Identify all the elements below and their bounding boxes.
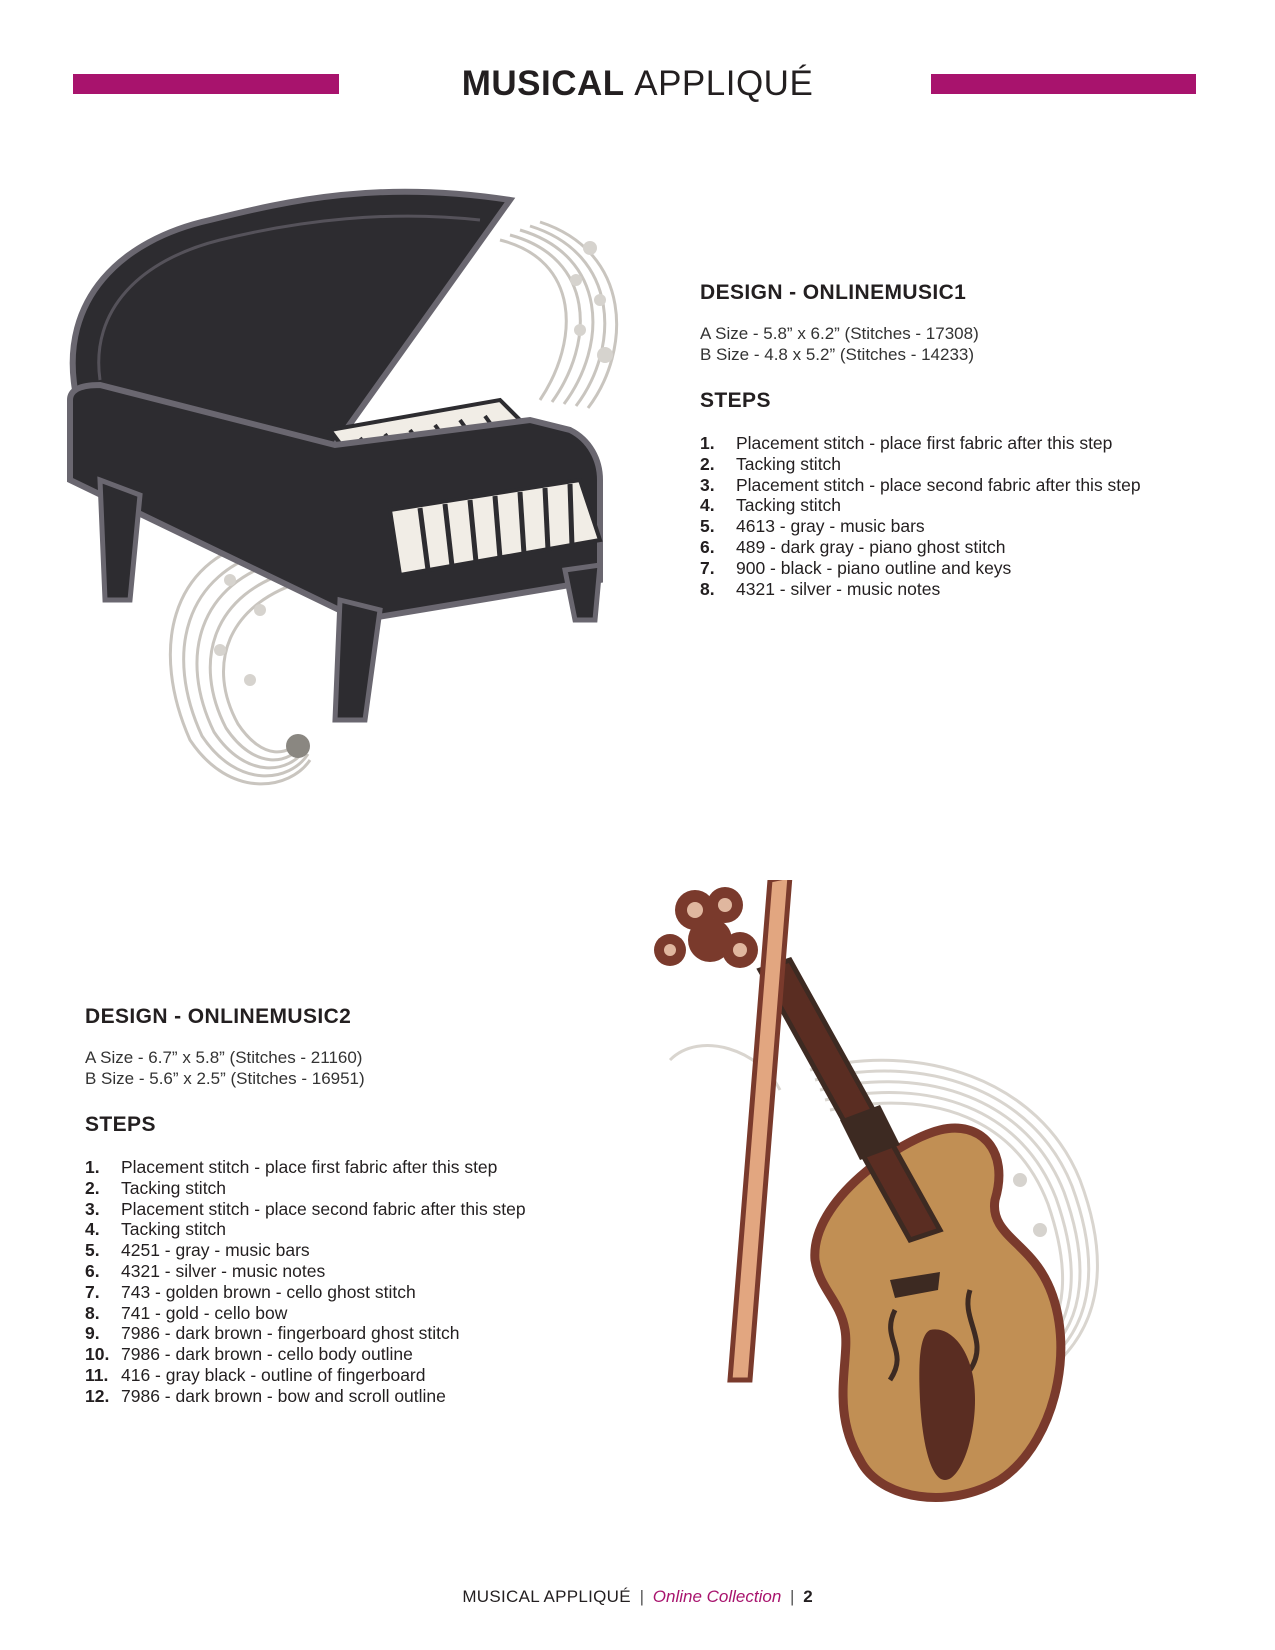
step-item [700, 558, 1220, 579]
step-number: 7. [700, 557, 715, 578]
step-text: Placement stitch - place second fabric after this step [736, 474, 1141, 495]
step-number: 6. [700, 536, 715, 557]
grand-piano-illustration [60, 180, 670, 840]
design-heading: DESIGN - ONLINEMUSIC2 [85, 1005, 352, 1028]
step-number: 3. [85, 1198, 100, 1219]
step-text: Tacking stitch [121, 1177, 227, 1198]
cello-icon [640, 880, 1140, 1550]
step-item [85, 1178, 645, 1199]
step-item [700, 516, 1220, 537]
size-a-line: A Size - 5.8” x 6.2” (Stitches - 17308) [700, 324, 979, 343]
footer-title: MUSICAL APPLIQUÉ [462, 1587, 631, 1606]
step-item [85, 1261, 645, 1282]
step-number: 2. [85, 1177, 100, 1198]
step-number: 3. [700, 474, 715, 495]
steps-list [700, 433, 1220, 599]
step-text: 4251 - gray - music bars [121, 1240, 310, 1261]
step-text: 741 - gold - cello bow [121, 1302, 288, 1323]
step-number: 1. [700, 433, 715, 453]
step-number: 4. [700, 495, 715, 516]
step-number: 12. [85, 1385, 110, 1406]
footer-separator: | [639, 1587, 645, 1606]
page-title-bold: MUSICAL [461, 64, 624, 103]
step-text: 416 - gray black - outline of fingerboard [121, 1364, 426, 1385]
step-item [700, 495, 1220, 516]
steps-heading: STEPS [85, 1113, 156, 1136]
step-item [85, 1365, 645, 1386]
step-item [85, 1240, 645, 1261]
step-number: 4. [85, 1219, 100, 1240]
step-item [85, 1157, 645, 1178]
step-item [85, 1303, 645, 1324]
step-item [700, 475, 1220, 496]
step-item [85, 1344, 645, 1365]
step-text: 7986 - dark brown - fingerboard ghost stitch [121, 1323, 460, 1344]
step-item [700, 433, 1220, 454]
footer-collection: Online Collection [652, 1587, 782, 1606]
step-text: Tacking stitch [736, 453, 842, 474]
grand-piano-icon [60, 180, 670, 840]
steps-heading: STEPS [700, 389, 771, 412]
step-text: Tacking stitch [121, 1219, 227, 1240]
step-text: Placement stitch - place first fabric after this step [736, 433, 1113, 453]
design-onlinemusic1-block [700, 281, 1220, 599]
step-text: Tacking stitch [736, 495, 842, 516]
step-text: 489 - dark gray - piano ghost stitch [736, 536, 1006, 557]
step-number: 9. [85, 1323, 100, 1344]
step-item [85, 1323, 645, 1344]
step-number: 10. [85, 1344, 110, 1365]
cello-illustration [640, 880, 1140, 1550]
step-text: 7986 - dark brown - bow and scroll outline [121, 1385, 446, 1406]
step-item [700, 454, 1220, 475]
design-onlinemusic2-block [85, 1005, 645, 1407]
step-item [700, 537, 1220, 558]
step-text: Placement stitch - place second fabric after this step [121, 1198, 526, 1219]
page-title-light: APPLIQUÉ [634, 64, 814, 103]
step-number: 2. [700, 453, 715, 474]
step-number: 8. [85, 1302, 100, 1323]
step-text: 7986 - dark brown - cello body outline [121, 1344, 413, 1365]
step-number: 8. [700, 578, 715, 599]
step-item [85, 1282, 645, 1303]
step-item [85, 1386, 645, 1407]
size-a-line: A Size - 6.7” x 5.8” (Stitches - 21160) [85, 1048, 363, 1067]
step-item [700, 579, 1220, 600]
steps-list [85, 1157, 645, 1407]
size-b-line: B Size - 5.6” x 2.5” (Stitches - 16951) [85, 1069, 365, 1088]
step-text: 900 - black - piano outline and keys [736, 557, 1012, 578]
size-b-line: B Size - 4.8 x 5.2” (Stitches - 14233) [700, 345, 975, 364]
page-footer [0, 1587, 1275, 1607]
page-number: 2 [803, 1587, 813, 1606]
step-number: 7. [85, 1281, 100, 1302]
step-text: 4613 - gray - music bars [736, 516, 925, 537]
design-heading: DESIGN - ONLINEMUSIC1 [700, 281, 967, 304]
step-item [85, 1199, 645, 1220]
step-text: 4321 - silver - music notes [736, 578, 941, 599]
footer-separator: | [790, 1587, 795, 1606]
step-item [85, 1219, 645, 1240]
step-number: 1. [85, 1157, 100, 1177]
step-number: 11. [85, 1364, 109, 1385]
step-number: 5. [85, 1240, 100, 1261]
step-number: 6. [85, 1260, 100, 1281]
page-title [0, 64, 1275, 104]
step-number: 5. [700, 516, 715, 537]
step-text: Placement stitch - place first fabric after this step [121, 1157, 498, 1177]
step-text: 743 - golden brown - cello ghost stitch [121, 1281, 416, 1302]
step-text: 4321 - silver - music notes [121, 1260, 326, 1281]
